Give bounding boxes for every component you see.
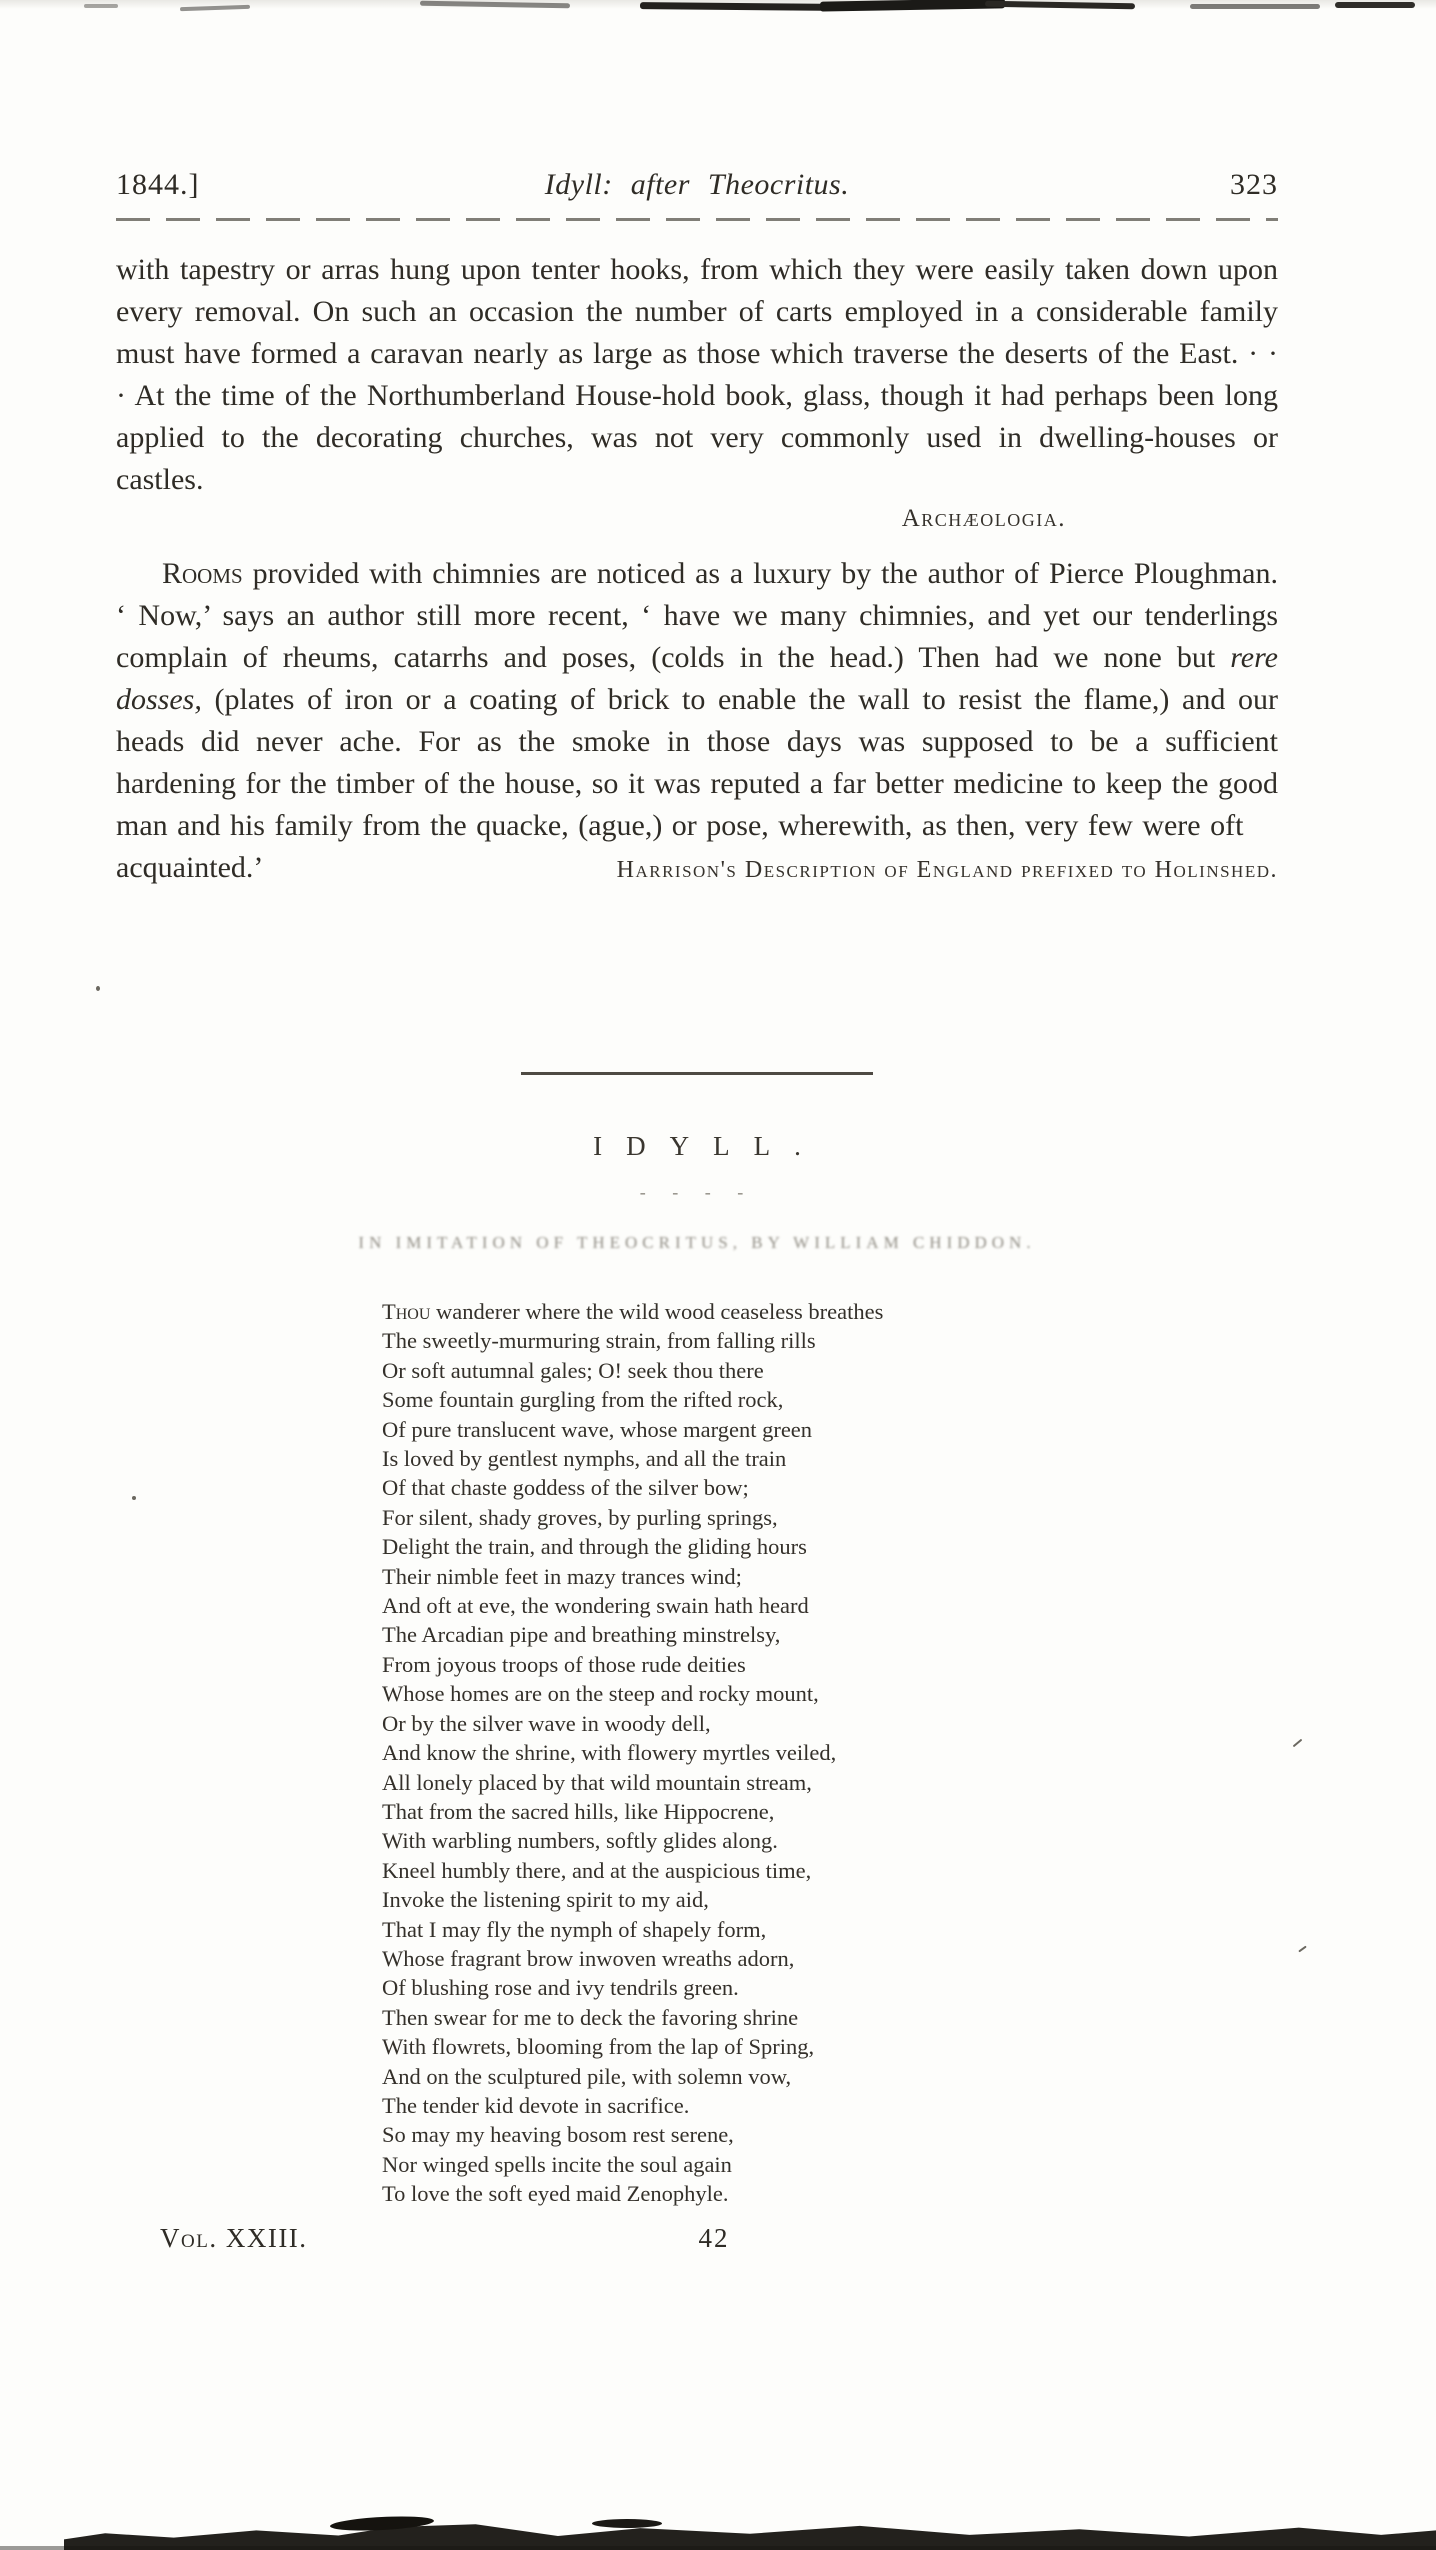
poem-line: Their nimble feet in mazy trances wind; xyxy=(382,1563,742,1589)
header-year: 1844.] xyxy=(116,168,200,201)
scan-artifact xyxy=(84,4,118,8)
poem-line: Or by the silver wave in woody dell, xyxy=(382,1710,711,1736)
scan-speck xyxy=(96,986,100,991)
scan-artifact xyxy=(1190,4,1320,9)
poem-line: Invoke the listening spirit to my aid, xyxy=(382,1887,709,1913)
header-rule xyxy=(116,218,1278,221)
poem-line: With flowrets, blooming from the lap of Spring, xyxy=(382,2034,815,2060)
poem-line: That from the sacred hills, like Hippocrene, xyxy=(382,1798,775,1824)
excerpt-paragraph-2 xyxy=(116,553,1278,847)
poem-section xyxy=(116,1058,1278,2265)
poem-line: Then swear for me to deck the favoring shrine xyxy=(382,2004,799,2030)
poem-byline: IN IMITATION OF THEOCRITUS, BY WILLIAM CHIDDON. xyxy=(358,1233,1036,1252)
poem-line: Whose homes are on the steep and rocky mount, xyxy=(382,1681,819,1707)
poem-lines xyxy=(382,1326,1278,2208)
prose-section xyxy=(116,168,1278,891)
footer-volume: Vol. XXIII. xyxy=(160,2222,308,2253)
poem-line: Some fountain gurgling from the rifted rock, xyxy=(382,1387,784,1413)
attribution-harrison: Harrison's Description of England prefixed to Holinshed. xyxy=(616,857,1278,883)
poem-line: The tender kid devote in sacrifice. xyxy=(382,2092,690,2118)
scan-speck xyxy=(1293,1739,1303,1748)
italic-phrase: rere dosses, xyxy=(116,641,1278,716)
poem-line: And oft at eve, the wondering swain hath heard xyxy=(382,1593,809,1619)
poem-line: And on the sculptured pile, with solemn vow, xyxy=(382,2063,792,2089)
excerpt-paragraph-1: with tapestry or arras hung upon tenter hooks, from which they were easily taken down upon every removal. On such an occasion the number of carts employed in a considerable family must have formed a caravan nearly as large as those which traverse the deserts of the East. · · · At the time of the Northumberland House-hold book, glass, though it had perhaps been long applied to the decorating churches, was not very commonly used in dwelling-houses or castles. xyxy=(116,253,1278,496)
poem xyxy=(382,1297,1278,2209)
poem-line xyxy=(382,1297,1278,1326)
poem-line: Of pure translucent wave, whose margent green xyxy=(382,1416,813,1442)
poem-line: All lonely placed by that wild mountain stream, xyxy=(382,1769,812,1795)
poem-line: The Arcadian pipe and breathing minstrelsy, xyxy=(382,1622,781,1648)
paragraph-last-word: acquainted.’ xyxy=(116,851,264,884)
page-number: 323 xyxy=(1230,168,1278,201)
scan-artifact xyxy=(1335,2,1415,8)
page-footer xyxy=(116,2223,1278,2265)
poem-line: To love the soft eyed maid Zenophyle. xyxy=(382,2181,729,2207)
poem-ornament: - - - - xyxy=(639,1182,755,1202)
poem-line: The sweetly-murmuring strain, from falling rills xyxy=(382,1328,816,1354)
poem-line: Delight the train, and through the gliding hours xyxy=(382,1534,807,1560)
poem-line: That I may fly the nymph of shapely form, xyxy=(382,1916,767,1942)
poem-line: So may my heaving bosom rest serene, xyxy=(382,2122,734,2148)
paragraph-lead-word: Rooms xyxy=(162,557,243,590)
poem-line: Is loved by gentlest nymphs, and all the train xyxy=(382,1446,787,1472)
scan-artifact-blob xyxy=(592,2519,662,2528)
running-header xyxy=(116,168,1278,202)
poem-line: Whose fragrant brow inwoven wreaths adorn, xyxy=(382,1945,795,1971)
poem-line: Kneel humbly there, and at the auspicious time, xyxy=(382,1857,812,1883)
scan-artifact-bottom-band xyxy=(64,2522,1436,2550)
page-header-title: Idyll: after Theocritus. xyxy=(544,168,850,201)
paragraph-last-line xyxy=(116,847,1278,891)
poem-line: And know the shrine, with flowery myrtles veiled, xyxy=(382,1740,837,1766)
poem-line: Or soft autumnal gales; O! seek thou there xyxy=(382,1357,764,1383)
paragraph-text: provided with chimnies are noticed as a luxury by the author of Pierce Ploughman. ‘ Now,’ says an author still more recent, ‘ have we many chimnies, and yet our tenderlings complain of rheums, catarrhs and poses, (colds in the head.) Then had we none but xyxy=(116,557,1278,674)
paragraph-text: (plates of iron or a coating of brick to enable the wall to resist the flame,) and our heads did never ache. For as the smoke in those days was supposed to be a sufficient hardening for the timber of the house, so it was reputed a far better medicine to keep the good man and his family from the quacke, (ague,) or pose, wherewith, as then, very few were oft xyxy=(116,683,1278,842)
poem-line: Of blushing rose and ivy tendrils green. xyxy=(382,1975,739,2001)
scan-artifact xyxy=(640,2,840,11)
poem-line: For silent, shady groves, by purling springs, xyxy=(382,1504,778,1530)
scan-speck xyxy=(1298,1946,1307,1953)
poem-line: From joyous troops of those rude deities xyxy=(382,1651,746,1677)
footer-signature-number: 42 xyxy=(698,2222,730,2253)
section-divider-rule xyxy=(521,1072,873,1075)
attribution-archaeologia: Archæologia. xyxy=(901,505,1066,532)
poem-line: Nor winged spells incite the soul again xyxy=(382,2151,732,2177)
poem-first-line-rest: wanderer where the wild wood ceaseless breathes xyxy=(430,1299,884,1324)
poem-line: Of that chaste goddess of the silver bow; xyxy=(382,1475,749,1501)
scan-artifact xyxy=(820,0,1005,12)
poem-first-word: Thou xyxy=(382,1299,431,1324)
poem-title: IDYLL. xyxy=(593,1131,825,1161)
poem-line: With warbling numbers, softly glides along. xyxy=(382,1828,778,1854)
